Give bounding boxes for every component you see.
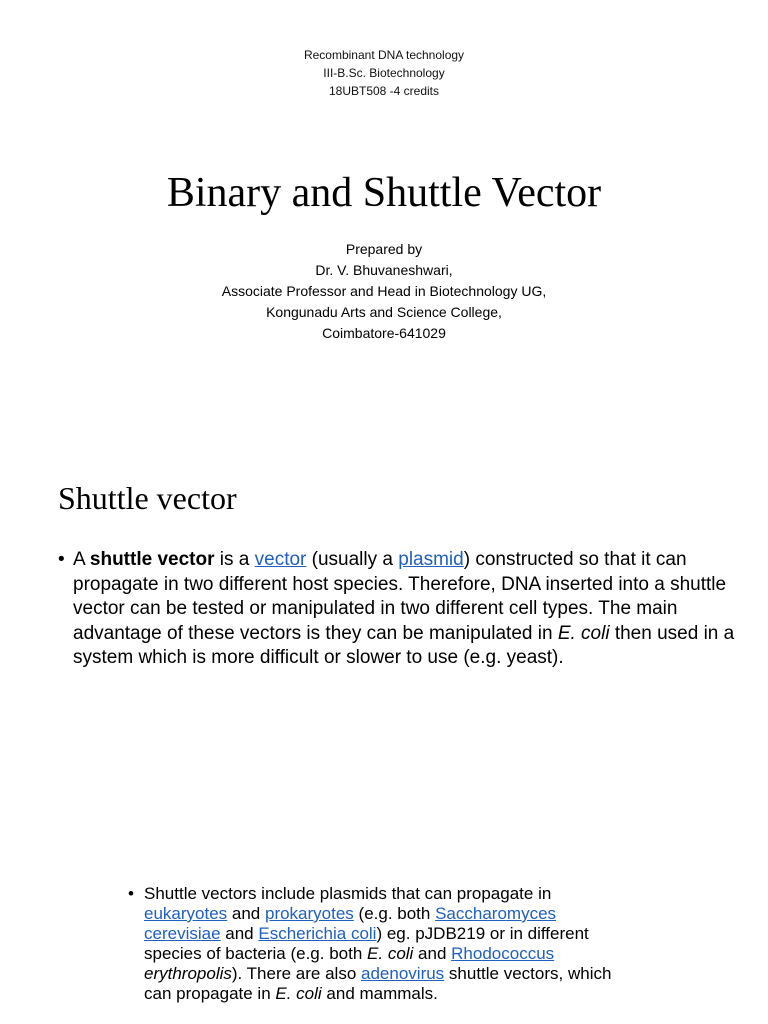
link-rhodococcus[interactable]: Rhodococcus — [451, 944, 555, 963]
text-run: is a — [214, 549, 255, 570]
species-ecoli: E. coli — [367, 944, 414, 963]
author-institution: Kongunadu Arts and Science College, — [266, 304, 502, 320]
link-prokaryotes[interactable]: prokaryotes — [264, 904, 354, 923]
prepared-by: Prepared by — [345, 241, 423, 257]
text-run: (e.g. both — [353, 904, 436, 923]
text-run: (usually a — [306, 549, 399, 570]
section-title: Shuttle vector — [58, 480, 237, 516]
course-header — [0, 46, 768, 100]
title-slide — [0, 0, 768, 420]
link-saccharomyces-cerevisiae[interactable]: Saccharomyces cerevisiae — [144, 904, 557, 943]
bullet-paragraph-examples — [128, 884, 628, 1004]
text-run: shuttle vectors, which can propagate in — [144, 964, 612, 1003]
author-city: Coimbatore-641029 — [322, 325, 446, 341]
paragraph-text — [58, 548, 738, 671]
text-run: and — [413, 944, 452, 963]
species-ecoli: E. coli — [557, 622, 610, 644]
course-code: 18UBT508 -4 credits — [328, 84, 440, 98]
author-name: Dr. V. Bhuvaneshwari, — [315, 262, 453, 278]
species-ecoli: E. coli — [275, 984, 322, 1003]
link-eukaryotes[interactable]: eukaryotes — [144, 904, 228, 923]
text-run: then used in a system which is more difficult or slower to use (e.g. yeast). — [73, 622, 735, 668]
link-escherichia-coli[interactable]: Escherichia coli — [258, 924, 377, 943]
species-erythropolis: erythropolis — [144, 964, 232, 983]
text-run: ) constructed so that it can propagate in two different host species. Therefore, DNA inserted into a shuttle vector can be tested or manipulated in two different cell types. The main advantage of these vectors is they can be manipulated in — [73, 549, 727, 644]
text-run: A — [73, 549, 90, 570]
link-plasmid[interactable]: plasmid — [398, 549, 464, 570]
course-title: Recombinant DNA technology — [303, 48, 465, 62]
term-shuttle-vector: shuttle vector — [89, 549, 215, 570]
slide-title: Binary and Shuttle Vector — [166, 170, 602, 216]
text-run: ). There are also — [231, 964, 362, 983]
shuttle-vector-slide — [0, 440, 768, 1024]
bullet-paragraph-definition — [58, 548, 738, 671]
text-run: and — [220, 924, 259, 943]
link-vector[interactable]: vector — [254, 549, 307, 570]
paragraph-text — [128, 884, 628, 1004]
course-class: III-B.Sc. Biotechnology — [323, 66, 445, 80]
text-run: Shuttle vectors include plasmids that can propagate in — [144, 884, 552, 903]
bullet-icon: • — [58, 549, 65, 570]
bullet-icon: • — [128, 884, 134, 903]
text-run: and — [227, 904, 265, 923]
link-adenovirus[interactable]: adenovirus — [361, 964, 445, 983]
text-run: and mammals. — [321, 984, 438, 1003]
author-position: Associate Professor and Head in Biotechnology UG, — [221, 283, 547, 299]
author-block — [0, 239, 768, 344]
text-run: ) eg. pJDB219 or in different species of bacteria (e.g. both — [144, 924, 589, 963]
